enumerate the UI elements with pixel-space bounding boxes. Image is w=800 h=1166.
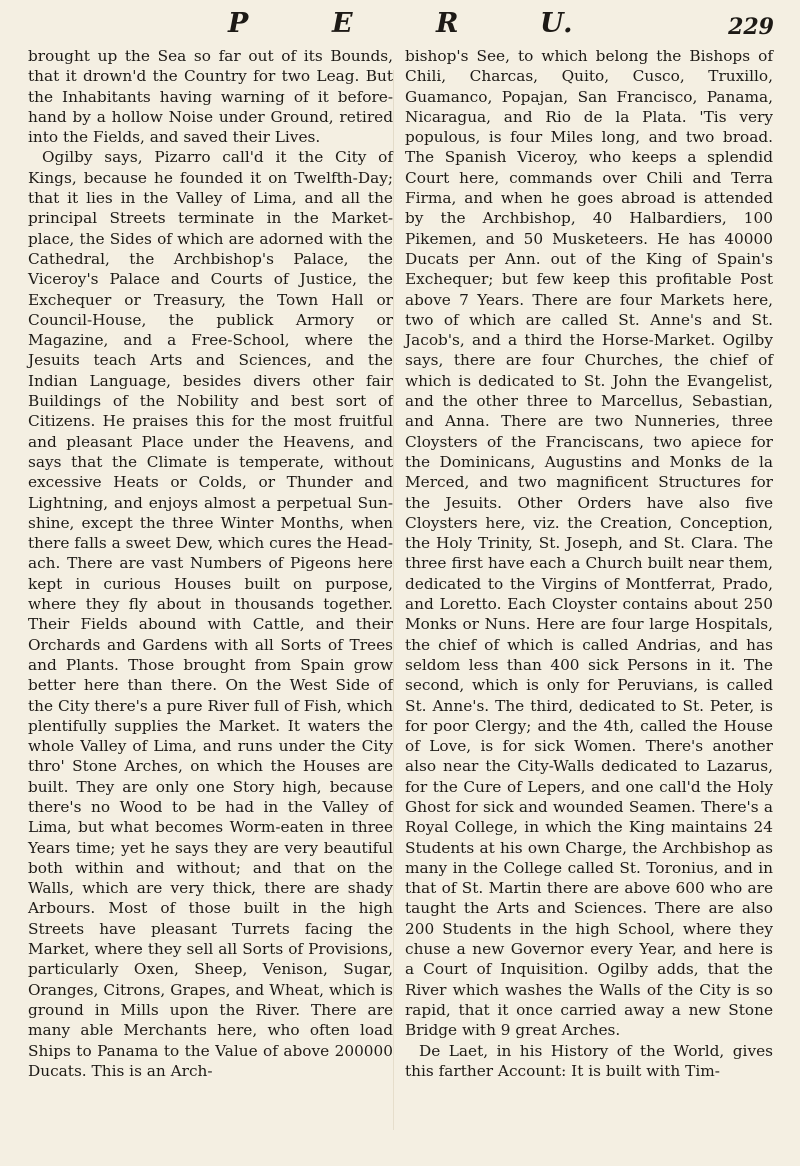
running-head-letter: P [228, 8, 251, 39]
paragraph: bishop's See, to which belong the Bishops of Chili, Charcas, Quito, Cusco, Truxillo, Guamanco, Popajan, San Francisco, Panama, Nicaragua, and Rio de la Plata. 'Tis very populous, is four Miles long, and two broad. The Spanish Viceroy, who keeps a splendid Court here, commands over Chili and Terra Firma, and when he goes abroad is attended by the Archbishop, 40 Halbardiers, 100 Pikemen, and 50 Musketeers. He has 40000 Ducats per Ann. out of the King of Spain's Exchequer; but few keep this profitable Post above 7 Years. There are four Markets here, two of which are called St. Anne's and St. Jacob's, and a third the Horse-Market. Ogilby says, there are four Churches, the chief of which is dedicated to St. John the Evangelist, and the other three to Marcellus, Sebastian, and Anna. There are two Nunneries, three Cloysters of the Franciscans, two apiece for the Dominicans, Augustins and Monks de la Merced, and two magnificent Structures for the Jesuits. Other Orders have also five Cloysters here, viz. the Creation, Conception, the Holy Trinity, St. Joseph, and St. Clara. The three first have each a Church built near them, dedicated to the Virgins of Montferrat, Prado, and Loretto. Each Cloyster contains about 250 Monks or Nuns. Here are four large Hospitals, the chief of which is called Andrias, and has seldom less than 400 sick Persons in it. The second, which is only for Peruvians, is called St. Anne's. The third, dedicated to St. Peter, is for poor Clergy; and the 4th, called the House of Love, is for sick Women. There's another also near the City-Walls dedicated to Lazarus, for the Cure of Lepers, and one call'd the Holy Ghost for sick and wounded Seamen. There's a Royal College, in which the King maintains 24 Students at his own Charge, the Archbishop as many in the College called St. Toronius, and in that of St. Martin there are above 600 who are taught the Arts and Sciences. There are also 200 Students in the high School, where they chuse a new Governor every Year, and here is a Court of Inquisition. Ogilby adds, that the River which washes the Walls of the City is so rapid, that it once carried away a new Stone Bridge with 9 great Arches. [405, 47, 773, 1040]
column-divider [393, 70, 394, 1130]
paragraph: brought up the Sea so far out of its Bounds, that it drown'd the Country for two Leag. But the Inhabitants having warning of it before-hand by a hollow Noise under Ground, retired into the Fields, and saved their Lives. [28, 47, 393, 147]
running-head-letter: U. [540, 8, 575, 39]
paragraph: Ogilby says, Pizarro call'd it the City of Kings, because he founded it on Twelfth-Day; that it lies in the Valley of Lima, and all the principal Streets terminate in the Market-place, the Sides of which are adorned with the Cathedral, the Archbishop's Palace, the Viceroy's Palace and Courts of Justice, the Exchequer or Treasury, the Town Hall or Council-House, the publick Armory or Magazine, and a Free-School, where the Jesuits teach Arts and Sciences, and the Indian Language, besides divers other fair Buildings of the Nobility and best sort of Citizens. He praises this for the most fruitful and pleasant Place under the Heavens, and says that the Climate is temperate, without excessive Heats or Colds, or Thunder and Lightning, and enjoys almost a perpetual Sun-shine, except the three Winter Months, when there falls a sweet Dew, which cures the Head-ach. There are vast Numbers of Pigeons here kept in curious Houses built on purpose, where they fly about in thousands together. Their Fields abound with Cattle, and their Orchards and Gardens with all Sorts of Trees and Plants. Those brought from Spain grow better here than there. On the West Side of the City there's a pure River full of Fish, which plentifully supplies the Market. It waters the whole Valley of Lima, and runs under the City thro' Stone Arches, on which the Houses are built. They are only one Story high, because there's no Wood to be had in the Valley of Lima, but what becomes Worm-eaten in three Years time; yet he says they are very beautiful both within and without; and that on the Walls, which are very thick, there are shady Arbours. Most of those built in the high Streets have pleasant Turrets facing the Market, where they sell all Sorts of Provisions, particularly Oxen, Sheep, Venison, Sugar, Oranges, Citrons, Grapes, and Wheat, which is ground in Mills upon the River. There are many able Merchants here, who often load Ships to Panama to the Value of above 200000 Ducats. This is an Arch- [28, 148, 393, 1080]
running-head-letter: E [332, 8, 355, 39]
running-head-letter: R [436, 8, 461, 39]
right-column [405, 46, 773, 1081]
paragraph: De Laet, in his History of the World, gives this farther Account: It is built with Tim- [405, 1041, 773, 1080]
page-number: 229 [728, 14, 774, 40]
running-head [0, 8, 800, 48]
left-column [28, 46, 393, 1081]
